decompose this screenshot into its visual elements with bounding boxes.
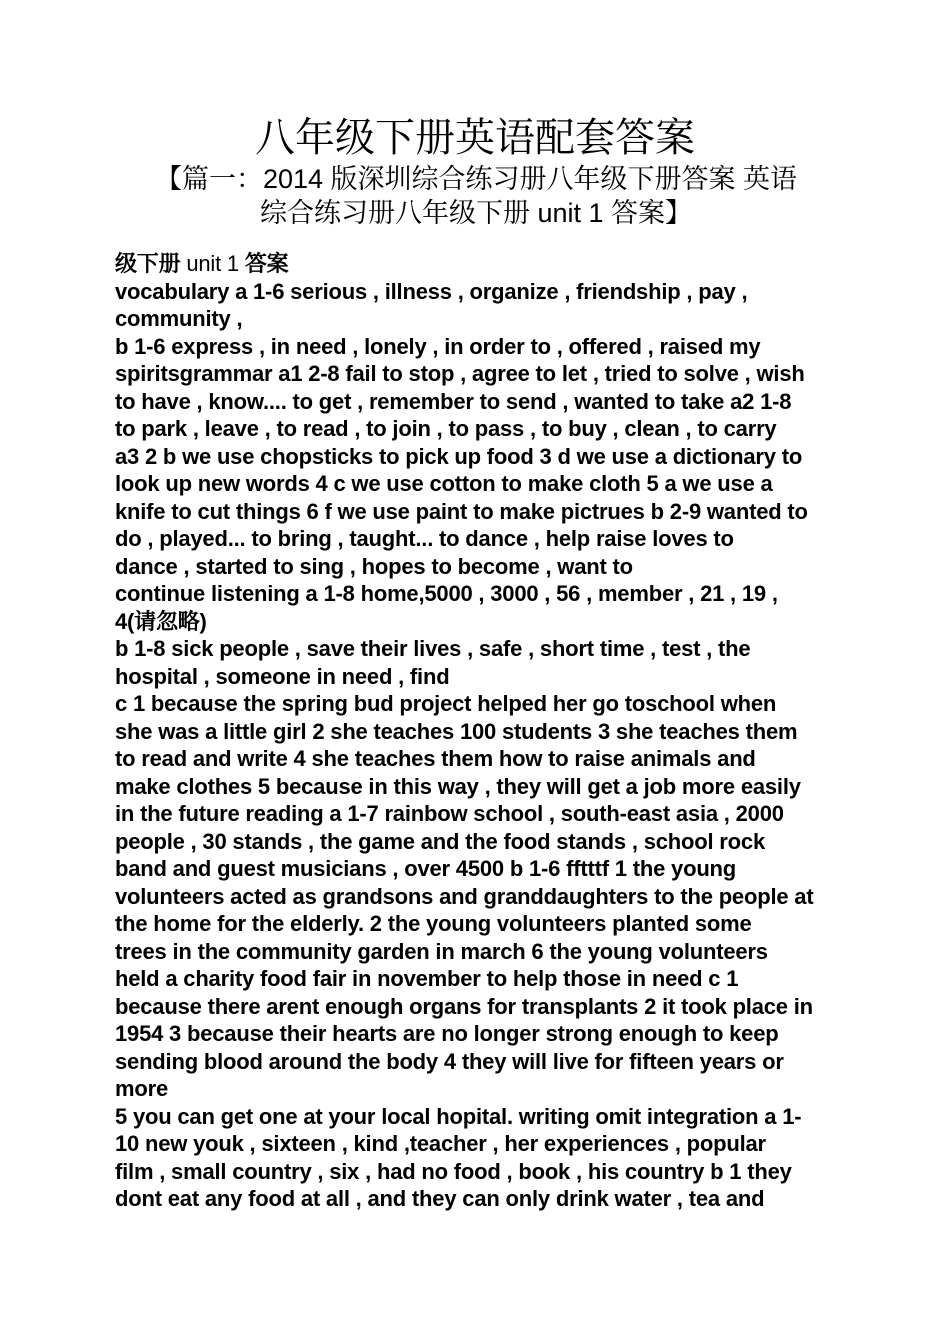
- heading-part-1: 级下册: [115, 251, 181, 276]
- text-line: volunteers acted as grandsons and granddaughters to the people at: [115, 883, 814, 909]
- text-line: she was a little girl 2 she teaches 100 students 3 she teaches them: [115, 718, 798, 744]
- text-line: 1954 3 because their hearts are no longer strong enough to keep: [115, 1021, 779, 1046]
- text-line: community ,: [115, 306, 243, 331]
- text-line: vocabulary a 1-6 serious , illness , organize , friendship , pay ,: [115, 278, 748, 304]
- text-line: c 1 because the spring bud project helped her go toschool when: [115, 691, 777, 716]
- text-line: b 1-8 sick people , save their lives , safe , short time , test , the: [115, 636, 751, 661]
- heading-part-3: 答案: [244, 251, 289, 276]
- text-line: in the future reading a 1-7 rainbow school , south-east asia , 2000: [115, 801, 784, 826]
- text-line: band and guest musicians , over 4500 b 1-6 fftttf 1 the young: [115, 856, 737, 881]
- text-line: continue listening a 1-8 home,5000 , 3000 , 56 , member , 21 , 19 ,: [115, 581, 778, 606]
- answer-text: [115, 250, 837, 1213]
- text-line: film , small country , six , had no food , book , his country b 1 they: [115, 1158, 792, 1184]
- text-line: people , 30 stands , the game and the food stands , school rock: [115, 828, 765, 854]
- text-line: sending blood around the body 4 they will live for fifteen years or: [115, 1048, 784, 1074]
- text-line: because there arent enough organs for transplants 2 it took place in: [115, 993, 813, 1019]
- text-line: b 1-6 express , in need , lonely , in order to , offered , raised my: [115, 333, 761, 359]
- text-line: hospital , someone in need , find: [115, 663, 450, 689]
- subtitle-line-2: 综合练习册八年级下册 unit 1 答案】: [259, 198, 693, 228]
- text-line: dance , started to sing , hopes to become , want to: [115, 553, 633, 579]
- text-line: do , played... to bring , taught... to dance , help raise loves to: [115, 526, 734, 551]
- text-line: spiritsgrammar a1 2-8 fail to stop , agree to let , tried to solve , wish: [115, 361, 805, 386]
- section-heading: [115, 250, 837, 278]
- text-line: to read and write 4 she teaches them how to raise animals and: [115, 746, 756, 771]
- text-line: look up new words 4 c we use cotton to make cloth 5 a we use a: [115, 471, 773, 496]
- text-line: to park , leave , to read , to join , to pass , to buy , clean , to carry: [115, 416, 777, 441]
- heading-part-2: unit 1: [180, 251, 245, 276]
- text-line: 4(请忽略): [115, 608, 207, 634]
- text-line: held a charity food fair in november to help those in need c 1: [115, 966, 739, 991]
- text-line: 10 new youk , sixteen , kind ,teacher , her experiences , popular: [115, 1131, 766, 1156]
- text-line: more: [115, 1076, 168, 1101]
- text-line: knife to cut things 6 f we use paint to make pictrues b 2-9 wanted to: [115, 498, 808, 524]
- text-line: to have , know.... to get , remember to send , wanted to take a2 1-8: [115, 388, 792, 414]
- document-title: 八年级下册英语配套答案: [255, 116, 695, 160]
- text-line: 5 you can get one at your local hopital. writing omit integration a 1-: [115, 1103, 802, 1129]
- text-line: trees in the community garden in march 6 the young volunteers: [115, 938, 768, 964]
- text-line: the home for the elderly. 2 the young volunteers planted some: [115, 911, 752, 936]
- subtitle-line-1: 【篇一：2014 版深圳综合练习册八年级下册答案 英语: [154, 164, 798, 194]
- document-subtitle: [118, 162, 834, 230]
- text-line: a3 2 b we use chopsticks to pick up food 3 d we use a dictionary to: [115, 443, 803, 469]
- text-line: make clothes 5 because in this way , they will get a job more easily: [115, 773, 801, 799]
- text-line: dont eat any food at all , and they can only drink water , tea and: [115, 1186, 765, 1211]
